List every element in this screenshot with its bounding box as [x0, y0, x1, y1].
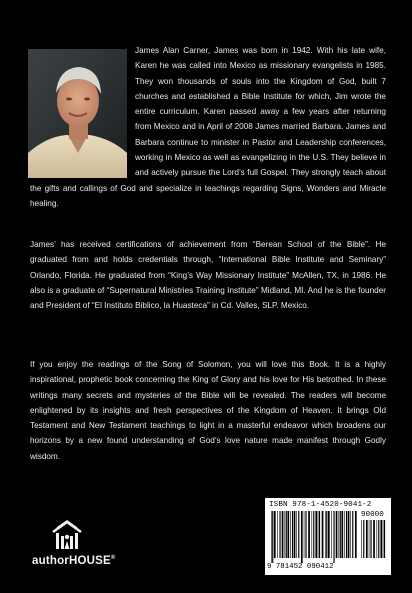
barcode-stripe: [312, 511, 313, 558]
barcode-stripe: [277, 511, 278, 558]
barcode-stripe: [377, 520, 378, 558]
barcode-stripe: [290, 511, 291, 558]
barcode-stripe: [308, 511, 310, 558]
barcode-stripe: [292, 511, 293, 558]
barcode-stripe: [378, 520, 379, 558]
barcode-stripe: [287, 511, 289, 558]
barcode-stripe: [325, 511, 326, 558]
barcode-stripe: [331, 511, 332, 558]
registered-mark: ®: [110, 555, 116, 562]
barcode-stripe: [341, 511, 343, 558]
barcode-stripe: [298, 511, 299, 558]
authorhouse-logo-icon: [49, 516, 85, 552]
barcode-digits: 9 781452 090412: [267, 563, 334, 571]
author-bio-paragraph-2: James’ has received certifications of achievement from “Berean School of the Bible”. He graduated from and holds credentials through, “International Bible Institute and Seminary” Orlando, Florida. He graduated from “King’s Way Missionary Institute” McAllen, TX, in 1986. He also is a graduate of “Supernatural Ministries Training Institute” Midland, MI. And he is the founder and President of “El Instituto Biblico, la Huasteca” in Cd. Valles, SLP. Mexico.: [30, 240, 386, 311]
author-bio-paragraph-1: [30, 43, 386, 211]
barcode-bars: [271, 511, 357, 563]
barcode-stripe: [384, 520, 385, 558]
barcode-stripe: [304, 511, 305, 558]
barcode-stripe: [326, 511, 327, 558]
photo-spacer: [30, 43, 135, 180]
book-description: If you enjoy the readings of the Song of Solomon, you will love this Book. It is a highly inspirational, prophetic book concerning the King of Glory and his love for His betrothed. In these writings many secrets and mysteries of the Bible will be revealed. The readers will become enlightened by its insights and fresh perspectives of the Kingdom of Heaven. It brings Old Testament and New Testament teachings to light in a masterful endeavor which broadens our horizons by a new found understanding of God’s love nature made manifest through Godly wisdom.: [30, 360, 386, 461]
barcode-stripe: [282, 511, 284, 558]
barcode-stripe: [333, 511, 334, 563]
barcode-stripe: [370, 520, 371, 558]
barcode-stripe: [296, 511, 297, 558]
barcode-stripe: [286, 511, 287, 558]
barcode-stripe: [336, 511, 338, 558]
barcode-stripe: [319, 511, 320, 558]
barcode-stripe: [328, 511, 330, 558]
price-code: 90000: [361, 511, 384, 519]
barcode-stripe: [318, 511, 319, 558]
barcode-stripe: [383, 520, 384, 558]
barcode-stripe: [274, 511, 276, 558]
barcode-stripe: [361, 520, 362, 558]
barcode-stripe: [355, 511, 357, 558]
barcode-stripe: [301, 511, 303, 563]
barcode-stripe: [305, 511, 306, 558]
isbn-label: ISBN 978-1-4520-9041-2: [269, 501, 372, 509]
barcode-stripe: [373, 520, 375, 558]
author-bio-text-1: James Alan Carner, James was born in 1942. With his late wife, Karen he was called into Mexico as missionary evangelists in 1985. They won thousands of souls into the Kingdom of God, built 7 churches and established a Bible Institute for which, Jim wrote the entire curriculum. Karen passed away a few years after returning from Mexico and in April of 2008 James married Barbara. James and Barbara continue to minister in Pastor and Leadership conferences, working in Mexico as well as evangelizing in the U.S. They believe in and actively pursue the Lord’s full Gospel. They strongly teach about the gifts and callings of God and specialize in teachings regarding Signs, Wonders and Miracle healing.: [30, 46, 386, 208]
barcode-stripe: [313, 511, 314, 558]
barcode-stripe: [348, 511, 350, 558]
barcode-stripe: [380, 520, 382, 558]
barcode-stripe: [285, 511, 286, 558]
barcode-stripe: [279, 511, 280, 558]
publisher-name: [32, 555, 116, 567]
barcode-stripe: [322, 511, 324, 558]
barcode-stripe: [271, 511, 272, 563]
barcode-stripe: [294, 511, 296, 558]
barcode-stripe: [344, 511, 345, 558]
barcode-stripe: [339, 511, 340, 558]
barcode-stripe: [363, 520, 364, 558]
barcode-addon-bars: [361, 520, 387, 563]
publisher-name-text: authorHOUSE: [32, 555, 111, 567]
barcode-stripe: [340, 511, 341, 558]
isbn-barcode: [265, 498, 391, 575]
barcode-stripe: [366, 520, 368, 558]
barcode-stripe: [315, 511, 317, 558]
barcode-stripe: [369, 520, 370, 558]
barcode-stripe: [352, 511, 353, 558]
publisher-logo: [32, 516, 116, 580]
barcode-stripe: [350, 511, 351, 558]
barcode-stripe: [272, 511, 273, 563]
barcode-stripe: [346, 511, 347, 558]
